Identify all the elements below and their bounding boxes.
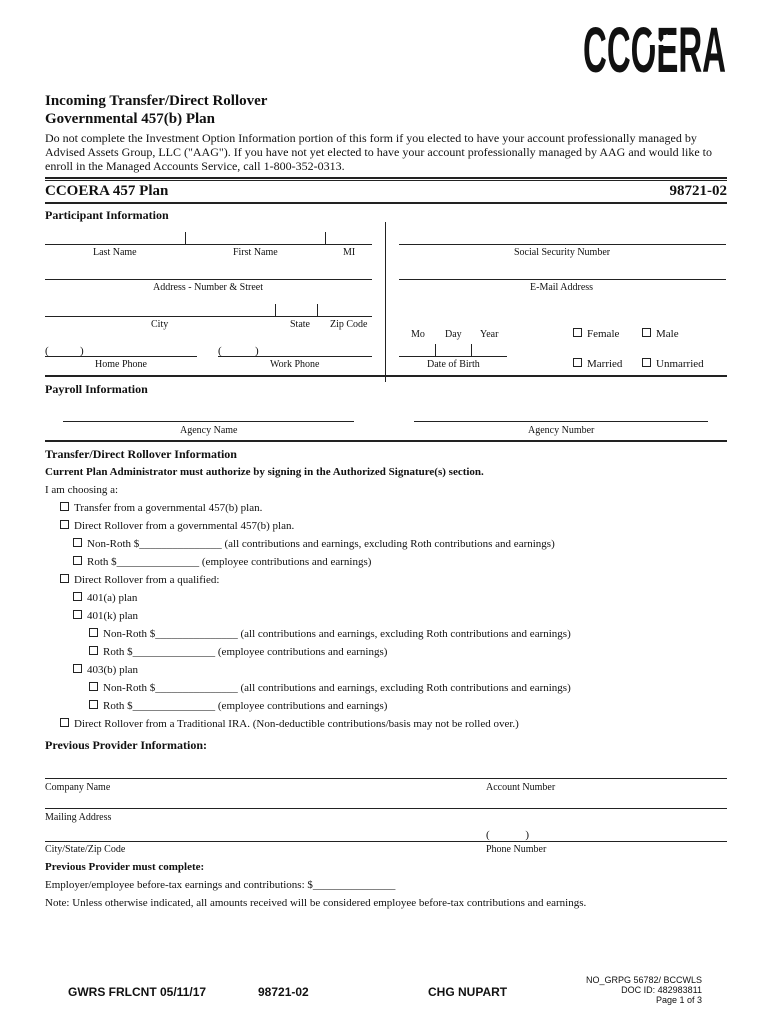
home-phone-paren-open: ( (45, 345, 49, 357)
plan-top-rule (45, 177, 727, 179)
provider-heading: Previous Provider Information: (45, 738, 207, 752)
ccoera-logo (583, 10, 728, 85)
phone-number-label: Phone Number (486, 844, 547, 855)
checkbox-icon (89, 628, 98, 637)
city-state-zip-phone-field[interactable] (45, 841, 727, 842)
footer-plan: 98721-02 (258, 985, 309, 999)
home-phone-field[interactable] (45, 356, 197, 357)
agency-name-label: Agency Name (180, 425, 238, 436)
checkbox-icon (73, 538, 82, 547)
work-phone-field[interactable] (218, 356, 372, 357)
checkbox-icon (89, 700, 98, 709)
option-label: Roth $_______________ (employee contributions and earnings) (87, 556, 372, 568)
option-403b-non-roth[interactable] (89, 682, 571, 694)
option-457b-non-roth[interactable] (73, 538, 555, 550)
home-phone-label: Home Phone (95, 359, 147, 370)
agency-number-field[interactable] (414, 421, 708, 422)
payroll-heading: Payroll Information (45, 382, 148, 396)
option-label: Roth $_______________ (employee contributions and earnings) (103, 646, 388, 658)
option-label: 403(b) plan (87, 664, 139, 676)
male-checkbox[interactable] (642, 328, 679, 340)
day-label: Day (445, 329, 462, 340)
option-label: 401(a) plan (87, 592, 138, 604)
title-line-1: Incoming Transfer/Direct Rollover (45, 93, 268, 109)
option-401k[interactable] (73, 610, 138, 622)
option-label: 401(k) plan (87, 610, 139, 622)
married-label: Married (587, 358, 623, 370)
checkbox-icon (73, 664, 82, 673)
option-label: Direct Rollover from a qualified: (74, 574, 220, 586)
mailing-address-label: Mailing Address (45, 812, 112, 823)
checkbox-icon (573, 328, 582, 337)
city-label: City (151, 319, 169, 330)
checkbox-icon (573, 358, 582, 367)
ssn-label: Social Security Number (514, 247, 611, 258)
female-label: Female (587, 328, 620, 340)
female-checkbox[interactable] (573, 328, 619, 340)
must-complete-heading: Previous Provider must complete: (45, 861, 205, 873)
year-label: Year (480, 329, 499, 340)
option-401a[interactable] (73, 592, 137, 604)
svg-text:CCOERA: CCOERA (583, 14, 726, 85)
intro-paragraph: Do not complete the Investment Option Information portion of this form if you elected to have your account professionally managed by Advised Assets Group, LLC ("AAG"). If you have not yet elected to have your account professionally managed by AAG and would like to enroll in the Managed Accounts Service, call 1-800-352-0313. (45, 131, 712, 173)
ssn-field[interactable] (399, 244, 726, 245)
footer-chg: CHG NUPART (428, 985, 508, 999)
last-name-label: Last Name (93, 247, 137, 258)
checkbox-icon (89, 682, 98, 691)
footer-code: GWRS FRLCNT 05/11/17 (68, 985, 207, 999)
checkbox-icon (60, 502, 69, 511)
note-text: Note: Unless otherwise indicated, all amounts received will be considered employee before-tax contributions and earnings. (45, 897, 587, 909)
checkbox-icon (60, 574, 69, 583)
dob-label: Date of Birth (427, 359, 480, 370)
footer-grpg: NO_GRPG 56782/ BCCWLS (585, 975, 702, 985)
transfer-subheading: Current Plan Administrator must authorize by signing in the Authorized Signature(s) section. (45, 466, 484, 478)
payroll-bottom-rule (45, 440, 727, 442)
email-field[interactable] (399, 279, 726, 280)
choosing-label: I am choosing a: (45, 484, 119, 496)
address-field[interactable] (45, 279, 372, 280)
checkbox-icon (642, 358, 651, 367)
work-phone-label: Work Phone (270, 359, 320, 370)
option-label: Non-Roth $_______________ (all contributions and earnings, excluding Roth contributions and earnings) (87, 538, 555, 550)
option-label: Transfer from a governmental 457(b) plan. (74, 502, 263, 514)
option-401k-non-roth[interactable] (89, 628, 571, 640)
zip-label: Zip Code (330, 319, 368, 330)
mi-label: MI (343, 247, 356, 258)
first-name-label: First Name (233, 247, 278, 258)
plan-bottom-rule (45, 202, 727, 204)
plan-top-rule-2 (45, 180, 727, 181)
option-traditional-ira[interactable] (60, 718, 519, 730)
plan-name: CCOERA 457 Plan (45, 183, 169, 199)
footer-page: Page 1 of 3 (655, 995, 702, 1005)
participant-divider (385, 222, 386, 382)
account-number-label: Account Number (486, 782, 556, 793)
company-name-label: Company Name (45, 782, 111, 793)
checkbox-icon (73, 592, 82, 601)
option-401k-roth[interactable] (89, 646, 387, 658)
dob-field[interactable] (399, 356, 507, 357)
unmarried-checkbox[interactable] (642, 358, 704, 370)
option-403b-roth[interactable] (89, 700, 387, 712)
option-transfer-457b[interactable] (60, 502, 262, 514)
option-label: Direct Rollover from a governmental 457(b) plan. (74, 520, 295, 532)
home-phone-paren-close: ) (80, 345, 84, 357)
checkbox-icon (642, 328, 651, 337)
city-state-zip-field[interactable] (45, 316, 372, 317)
state-label: State (290, 319, 310, 330)
footer-doc-id: DOC ID: 482983811 (621, 985, 702, 995)
agency-name-field[interactable] (63, 421, 354, 422)
footer-meta (560, 975, 702, 1005)
unmarried-label: Unmarried (656, 358, 704, 370)
name-field[interactable] (45, 244, 372, 245)
option-label: Non-Roth $_______________ (all contributions and earnings, excluding Roth contributions and earnings) (103, 628, 571, 640)
mo-label: Mo (411, 329, 425, 340)
checkbox-icon (89, 646, 98, 655)
form-title (45, 92, 267, 128)
participant-heading: Participant Information (45, 208, 169, 222)
checkbox-icon (73, 610, 82, 619)
company-account-field[interactable] (45, 778, 727, 779)
option-403b[interactable] (73, 664, 138, 676)
checkbox-icon (60, 520, 69, 529)
checkbox-icon (73, 556, 82, 565)
email-label: E-Mail Address (530, 282, 594, 293)
provider-phone-parens: ( ) (486, 829, 530, 841)
option-label: Direct Rollover from a Traditional IRA. (Non-deductible contributions/basis may not be rolled over.) (74, 718, 519, 730)
option-rollover-qualified[interactable] (60, 574, 219, 586)
married-checkbox[interactable] (573, 358, 622, 370)
option-rollover-457b[interactable] (60, 520, 294, 532)
option-457b-roth[interactable] (73, 556, 371, 568)
checkbox-icon (60, 718, 69, 727)
participant-bottom-rule (45, 375, 727, 377)
option-label: Roth $_______________ (employee contributions and earnings) (103, 700, 388, 712)
plan-number: 98721-02 (669, 183, 727, 199)
employer-contributions-line[interactable]: Employer/employee before-tax earnings and contributions: $_______________ (45, 879, 396, 891)
address-label: Address - Number & Street (153, 282, 263, 293)
city-state-zip-label: City/State/Zip Code (45, 844, 126, 855)
agency-number-label: Agency Number (528, 425, 595, 436)
transfer-heading: Transfer/Direct Rollover Information (45, 447, 237, 461)
option-label: Non-Roth $_______________ (all contributions and earnings, excluding Roth contributions and earnings) (103, 682, 571, 694)
male-label: Male (656, 328, 679, 340)
work-phone-paren-close: ) (255, 345, 259, 357)
mailing-address-field[interactable] (45, 808, 727, 809)
title-line-2: Governmental 457(b) Plan (45, 111, 215, 127)
work-phone-paren-open: ( (218, 345, 222, 357)
